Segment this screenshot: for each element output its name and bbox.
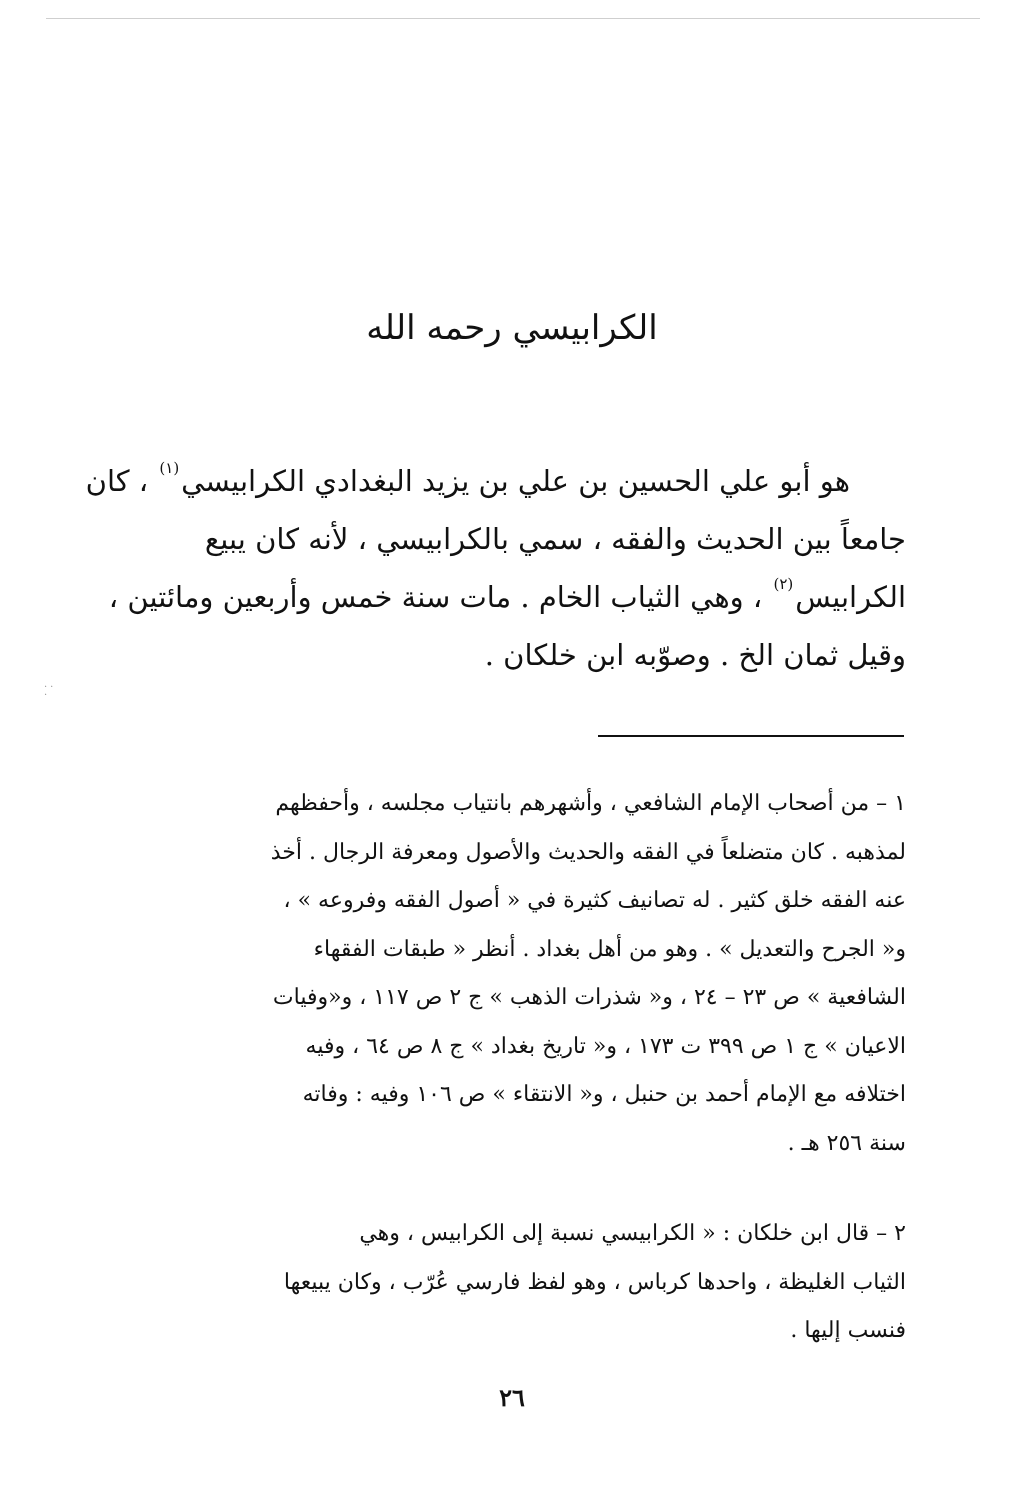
footnote-2-line: ٢ – قال ابن خلكان : « الكرابيسي نسبة إلى الكرابيس ، وهي bbox=[359, 1221, 906, 1246]
footnote-2-line: الثياب الغليظة ، واحدها كرباس ، وهو لفظ فارسي عُرّب ، وكان يبيعها bbox=[283, 1269, 906, 1295]
main-line-3-text-after: ، وهي الثياب الخام . مات سنة خمس وأربعين ومائتين ، bbox=[108, 580, 763, 614]
footnote-2 bbox=[124, 1210, 906, 1356]
footnote-1-line: الاعيان » ج ١ ص ٣٩٩ ت ١٧٣ ، و« تاريخ بغداد » ج ٨ ص ٦٤ ، وفيه bbox=[305, 1033, 906, 1059]
main-line-1 bbox=[85, 452, 906, 510]
main-line-3 bbox=[108, 568, 906, 626]
page-heading: الكرابيسي رحمه الله bbox=[366, 308, 658, 348]
footnote-2-line: فنسب إليها . bbox=[790, 1318, 906, 1343]
main-line-4: وقيل ثمان الخ . وصوّبه ابن خلكان . bbox=[484, 638, 906, 672]
top-edge-rule bbox=[46, 18, 980, 19]
footnote-1-line: سنة ٢٥٦ هـ . bbox=[787, 1130, 906, 1156]
footnote-1-line: اختلافه مع الإمام أحمد بن حنبل ، و« الانتقاء » ص ١٠٦ وفيه : وفاته bbox=[302, 1082, 906, 1107]
footnote-separator bbox=[598, 735, 904, 737]
footnote-1-line: ١ – من أصحاب الإمام الشافعي ، وأشهرهم بانتياب مجلسه ، وأحفظهم bbox=[275, 791, 906, 816]
footnote-1-line: عنه الفقه خلق كثير . له تصانيف كثيرة في « أصول الفقه وفروعه » ، bbox=[283, 888, 906, 913]
footnote-ref-2: (٢) bbox=[773, 575, 794, 593]
margin-speck-marks: ·· · bbox=[44, 682, 57, 701]
footnote-1-line: و« الجرح والتعديل » . وهو من أهل بغداد . أنظر « طبقات الفقهاء bbox=[313, 936, 906, 962]
footnote-1-line: الشافعية » ص ٢٣ – ٢٤ ، و« شذرات الذهب » ج ٢ ص ١١٧ ، و«وفيات bbox=[272, 985, 906, 1010]
main-line-1-text-after: ، كان bbox=[85, 464, 149, 498]
footnote-1-line: لمذهبه . كان متضلعاً في الفقه والحديث والأصول ومعرفة الرجال . أخذ bbox=[270, 839, 906, 865]
main-line-3-text-before: الكرابيس bbox=[795, 580, 906, 614]
main-paragraph bbox=[85, 452, 906, 684]
footnote-1 bbox=[124, 780, 906, 1168]
main-line-1-text-before: هو أبو علي الحسين بن علي بن يزيد البغدادي الكرابيسي bbox=[181, 464, 850, 498]
footnote-ref-1: (١) bbox=[159, 459, 180, 477]
page-number: ٢٦ bbox=[499, 1383, 525, 1412]
main-line-2: جامعاً بين الحديث والفقه ، سمي بالكرابيسي ، لأنه كان يبيع bbox=[204, 522, 906, 556]
